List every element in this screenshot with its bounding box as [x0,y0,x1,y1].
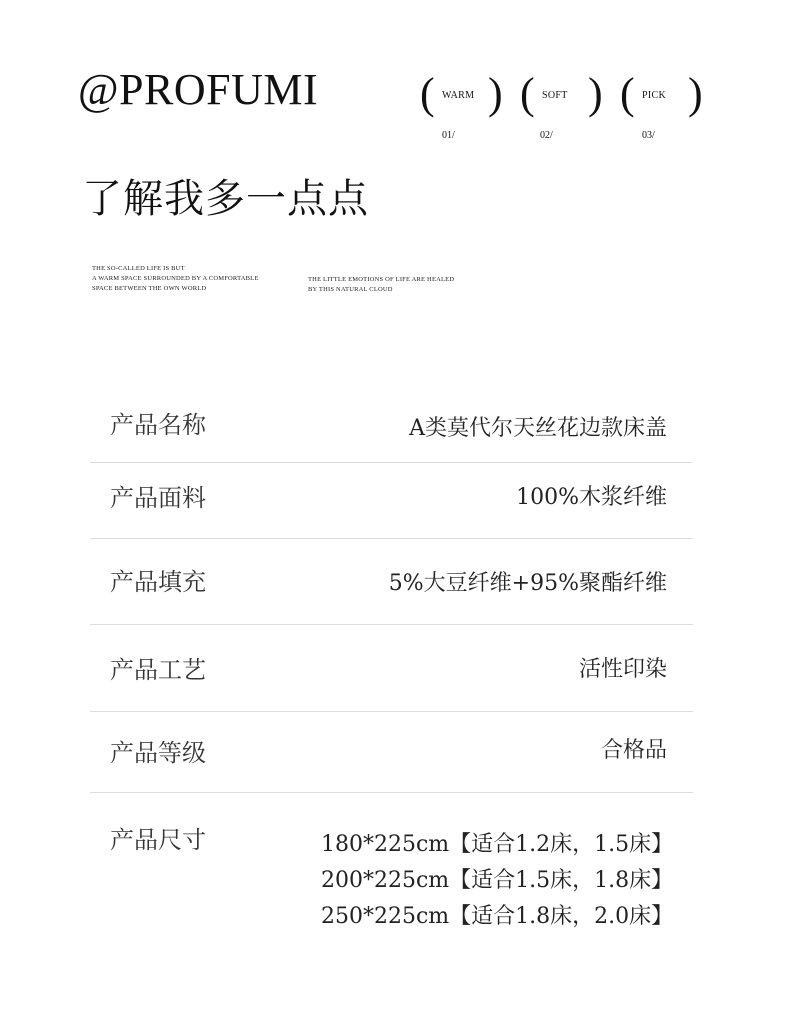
tag-number: 03/ [642,130,655,141]
close-paren: ) [588,69,603,118]
spec-row-size [90,793,693,943]
spec-value: A类莫代尔天丝花边款床盖 [409,416,667,441]
spec-row-fabric [90,463,693,539]
tag-word: PICK [642,90,666,101]
spec-value: 5%大豆纤维+95%聚酯纤维 [388,571,667,596]
tag-number: 02/ [540,130,553,141]
spec-label: 产品尺寸 [110,826,206,854]
slogan-left [92,264,292,294]
spec-row-craft [90,625,693,712]
close-paren: ) [488,69,503,118]
slogan-line: A WARM SPACE SURROUNDED BY A COMFORTABLE [92,275,259,282]
spec-label: 产品填充 [110,568,206,596]
spec-value: 活性印染 [578,657,667,682]
tag-number: 01/ [442,130,455,141]
spec-row-name [90,390,693,463]
page-title: 了解我多一点点 [82,176,369,222]
open-paren: ( [420,69,435,118]
size-option: 250*225cm【适合1.8床，2.0床】 [321,904,674,929]
size-option: 200*225cm【适合1.5床，1.8床】 [321,868,674,893]
size-option: 180*225cm【适合1.2床，1.5床】 [321,832,674,857]
spec-label: 产品工艺 [110,656,206,684]
tag-group [420,68,720,148]
spec-label: 产品等级 [110,739,206,767]
open-paren: ( [520,69,535,118]
spec-label: 产品名称 [110,411,206,439]
tag-word: SOFT [542,90,568,101]
size-list [321,827,673,935]
tag-word: WARM [442,90,475,101]
spec-label: 产品面料 [110,484,206,512]
slogan-line: BY THIS NATURAL CLOUD [308,286,393,293]
slogan-line: THE SO-CALLED LIFE IS BUT [92,265,185,272]
slogan-line: SPACE BETWEEN THE OWN WORLD [92,285,207,292]
spec-value: 合格品 [600,738,667,763]
spec-row-filling [90,539,693,625]
spec-table [90,390,693,943]
open-paren: ( [620,69,635,118]
slogan-right [308,275,508,295]
spec-row-grade [90,712,693,793]
spec-value: 100%木浆纤维 [516,485,667,510]
close-paren: ) [688,69,703,118]
brand-logo: @PROFUMI [78,65,319,114]
slogan-line: THE LITTLE EMOTIONS OF LIFE ARE HEALED [308,276,455,283]
